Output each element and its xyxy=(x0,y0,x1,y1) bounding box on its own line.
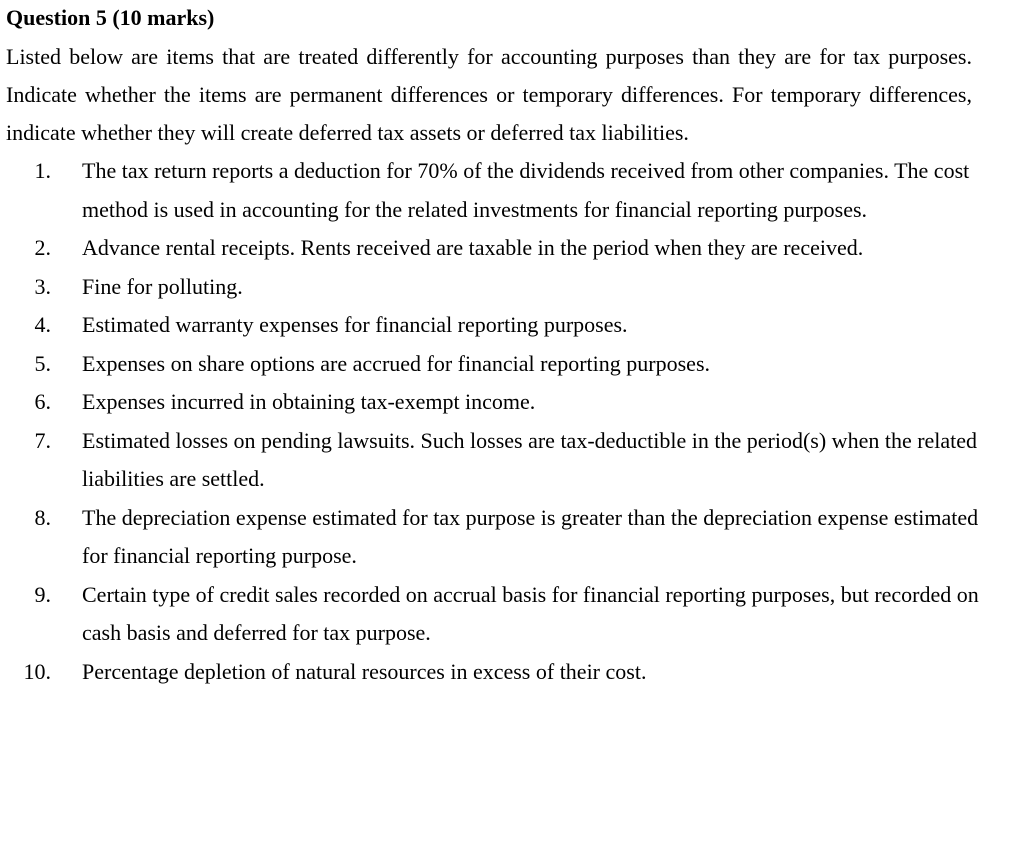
question-heading: Question 5 (10 marks) xyxy=(6,5,215,30)
item-number: 3. xyxy=(34,273,51,299)
item-text: Fine for polluting. xyxy=(82,273,243,299)
item-number: 8. xyxy=(34,504,51,530)
item-number: 6. xyxy=(34,389,51,414)
question-item-7 xyxy=(6,422,982,499)
item-text: Expenses incurred in obtaining tax-exempt income. xyxy=(82,389,536,414)
question-item-1 xyxy=(6,152,982,229)
item-text: The depreciation expense estimated for tax purpose is greater than the depreciation expense estimated for financial reporting purpose. xyxy=(82,504,979,568)
item-text: Percentage depletion of natural resources in excess of their cost. xyxy=(82,658,647,684)
question-item-10 xyxy=(6,653,982,692)
item-text: Certain type of credit sales recorded on accrual basis for financial reporting purposes, but recorded on cash basis and deferred for tax purpose. xyxy=(82,581,979,645)
question-item-9 xyxy=(6,576,982,653)
question-item-5 xyxy=(6,345,982,384)
question-item-list xyxy=(6,152,1024,691)
question-intro: Listed below are items that are treated differently for accounting purposes than they are for tax purposes. Indicate whether the items are permanent differences or temporary differences. For temporary differences, indicate whether they will create deferred tax assets or deferred tax liabilities. xyxy=(6,44,972,145)
item-number: 9. xyxy=(34,581,51,607)
item-number: 4. xyxy=(34,312,51,337)
question-item-6 xyxy=(6,383,982,422)
question-item-3 xyxy=(6,268,982,307)
question-item-4 xyxy=(6,306,982,345)
question-item-2 xyxy=(6,229,982,268)
item-number: 2. xyxy=(34,235,51,260)
question-item-8 xyxy=(6,499,982,576)
item-number: 1. xyxy=(34,158,51,183)
item-text: Estimated losses on pending lawsuits. Such losses are tax-deductible in the period(s) when the related liabilities are settled. xyxy=(82,427,978,491)
item-number: 10. xyxy=(23,658,51,684)
item-number: 7. xyxy=(34,427,51,453)
item-number: 5. xyxy=(34,350,51,376)
item-text: Estimated warranty expenses for financial reporting purposes. xyxy=(82,312,628,337)
item-text: The tax return reports a deduction for 70% of the dividends received from other companies. The cost method is used in accounting for the related investments for financial reporting purposes. xyxy=(82,158,970,222)
item-text: Expenses on share options are accrued for financial reporting purposes. xyxy=(82,350,710,376)
item-text: Advance rental receipts. Rents received are taxable in the period when they are received. xyxy=(82,235,864,260)
